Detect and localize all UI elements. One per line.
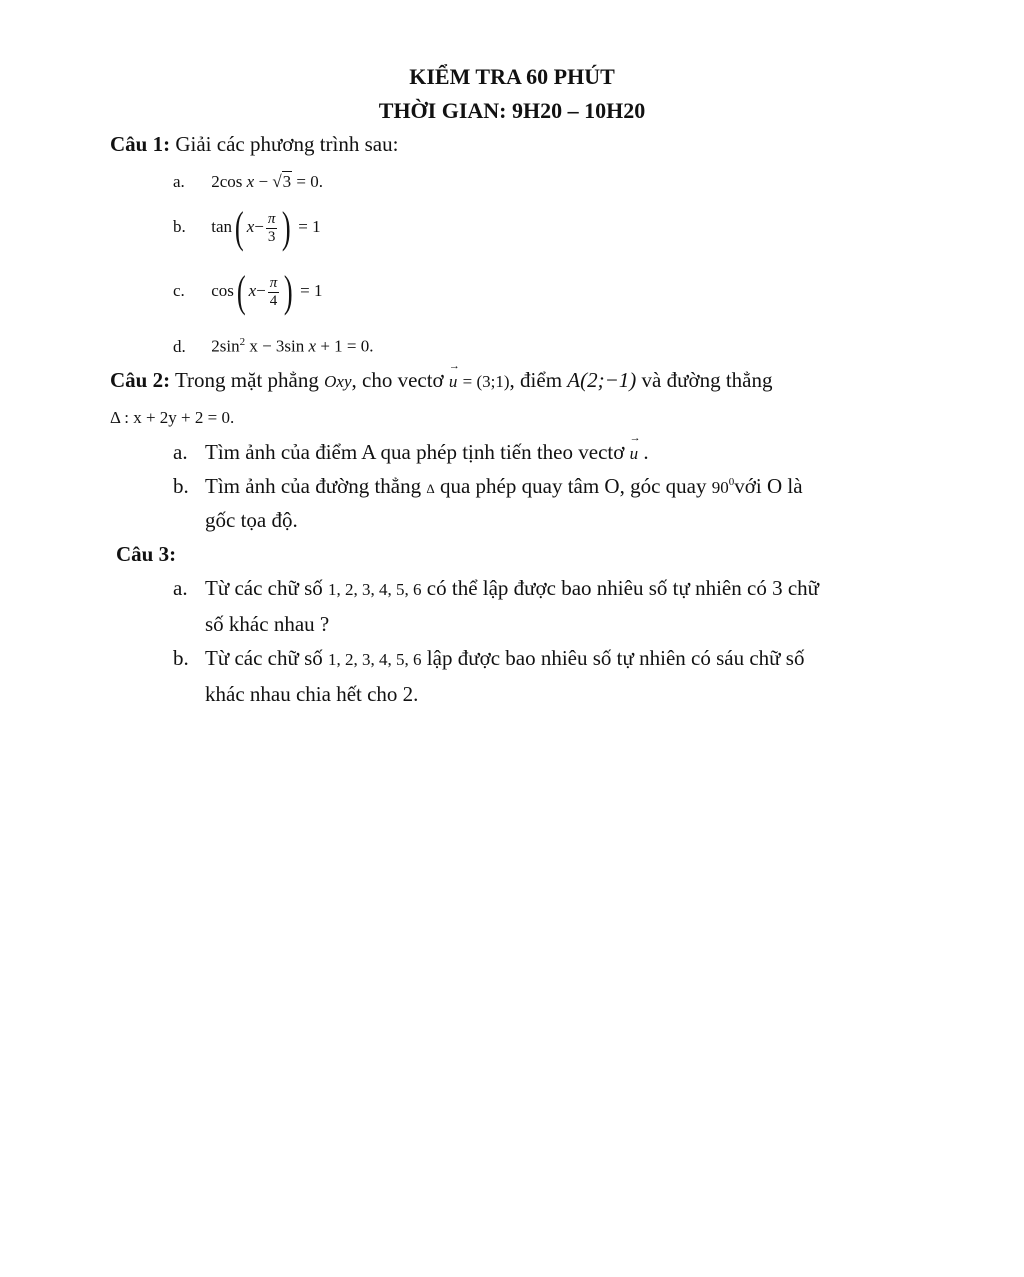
q2-oxy: Oxy: [324, 372, 352, 391]
q1-label: Câu 1:: [110, 132, 171, 156]
q3-label: Câu 3:: [116, 542, 177, 566]
q1-a-x: x: [246, 172, 255, 191]
q1-a-label: a.: [173, 172, 185, 191]
q1-b-rhs: = 1: [298, 216, 321, 236]
q1-d-post: + 1 = 0.: [320, 336, 374, 356]
q2-b-text1: Tìm ảnh của đường thẳng: [205, 474, 422, 498]
q3-b-text2: lập được bao nhiêu số tự nhiên có sáu chữ số: [426, 646, 805, 670]
q1-c-fn: cos: [211, 280, 234, 300]
q3-b-label: b.: [173, 646, 189, 670]
q1-b-num: π: [267, 211, 276, 227]
q1-b: b. tan( x− $\frac{\pi}{3}$ ) = 1: [173, 203, 321, 252]
q1-b-fn: tan: [211, 216, 233, 236]
exam-title: KIỂM TRA 60 PHÚT: [409, 64, 615, 89]
q2-b-degree: 0: [728, 476, 735, 488]
q1-text: Giải các phương trình sau:: [175, 132, 399, 156]
q3-b-continuation: khác nhau chia hết cho 2.: [205, 682, 419, 706]
q1-c: c. cos( x− $\frac{\pi}{4}$ ) = 1: [173, 267, 323, 316]
q2-text2: , cho vectơ: [351, 368, 444, 392]
q1-d-x: x: [308, 336, 317, 356]
q2-vector-value: = (3;1): [462, 372, 510, 391]
q3-b: [173, 646, 804, 671]
q1-c-num: π: [269, 275, 278, 291]
q3-a-text1: Từ các chữ số: [205, 576, 323, 600]
q1-a-post: = 0.: [296, 172, 323, 191]
q1-c-x: x: [248, 280, 257, 300]
q3-a: [173, 576, 819, 601]
q1-d-label: d.: [173, 336, 186, 356]
q2-heading: [110, 368, 773, 393]
q1-b-den: 3: [267, 228, 276, 245]
q2-text4: và đường thẳng: [641, 368, 773, 392]
q1-a-minus: −: [258, 172, 269, 191]
q1-c-minus: −: [256, 280, 266, 300]
q2-b-delta: Δ: [426, 481, 435, 496]
q1-heading: [110, 132, 398, 157]
q2-vector: → u: [449, 372, 458, 392]
q2-point: A(2;−1): [567, 368, 637, 392]
q1-d-mid: x − 3sin: [249, 336, 305, 356]
q1-a-radical: 3: [282, 172, 292, 191]
q2-b-angle: 90: [711, 478, 729, 497]
q2-b-label: b.: [173, 474, 189, 498]
exam-time: THỜI GIAN: 9H20 – 10H20: [378, 98, 646, 123]
q1-b-label: b.: [173, 216, 186, 236]
q1-b-minus: −: [254, 216, 264, 236]
q1-d-exp: 2: [239, 336, 246, 348]
q3-b-text1: Từ các chữ số: [205, 646, 323, 670]
q1-b-fraction: [266, 211, 278, 245]
q1-c-rhs: = 1: [300, 280, 323, 300]
q1-d: [173, 336, 374, 357]
q2-b-text3: với O là: [734, 474, 803, 498]
q2-b: [173, 474, 803, 499]
q2-label: Câu 2:: [110, 368, 171, 392]
q2-a: [173, 440, 649, 465]
q1-c-label: c.: [173, 280, 185, 300]
q2-text3: , điểm: [509, 368, 563, 392]
q1-c-den: 4: [269, 292, 278, 309]
q2-line-equation: Δ : x + 2y + 2 = 0.: [110, 408, 235, 427]
q1-d-pre: 2sin: [211, 336, 240, 356]
q2-a-vector: → u: [630, 444, 639, 464]
q2-a-text: Tìm ảnh của điểm A qua phép tịnh tiến theo vectơ: [205, 440, 625, 464]
q2-a-label: a.: [173, 440, 188, 464]
q2-a-end: .: [643, 440, 649, 464]
q3-a-digits: 1, 2, 3, 4, 5, 6: [328, 580, 422, 599]
q3-a-text2: có thể lập được bao nhiêu số tự nhiên có 3 chữ: [426, 576, 820, 600]
q3-b-digits: 1, 2, 3, 4, 5, 6: [328, 650, 422, 669]
q1-c-fraction: [268, 275, 280, 309]
q2-text1: Trong mặt phẳng: [174, 368, 319, 392]
q1-a-pre: 2cos: [211, 172, 243, 191]
q3-a-label: a.: [173, 576, 188, 600]
q3-a-continuation: số khác nhau ?: [205, 612, 330, 636]
q2-b-continuation: gốc tọa độ.: [205, 508, 298, 532]
q2-b-text2: qua phép quay tâm O, góc quay: [439, 474, 707, 498]
q1-a: a. 2cos x − √3 = 0.: [173, 172, 323, 191]
q1-b-x: x: [246, 216, 255, 236]
